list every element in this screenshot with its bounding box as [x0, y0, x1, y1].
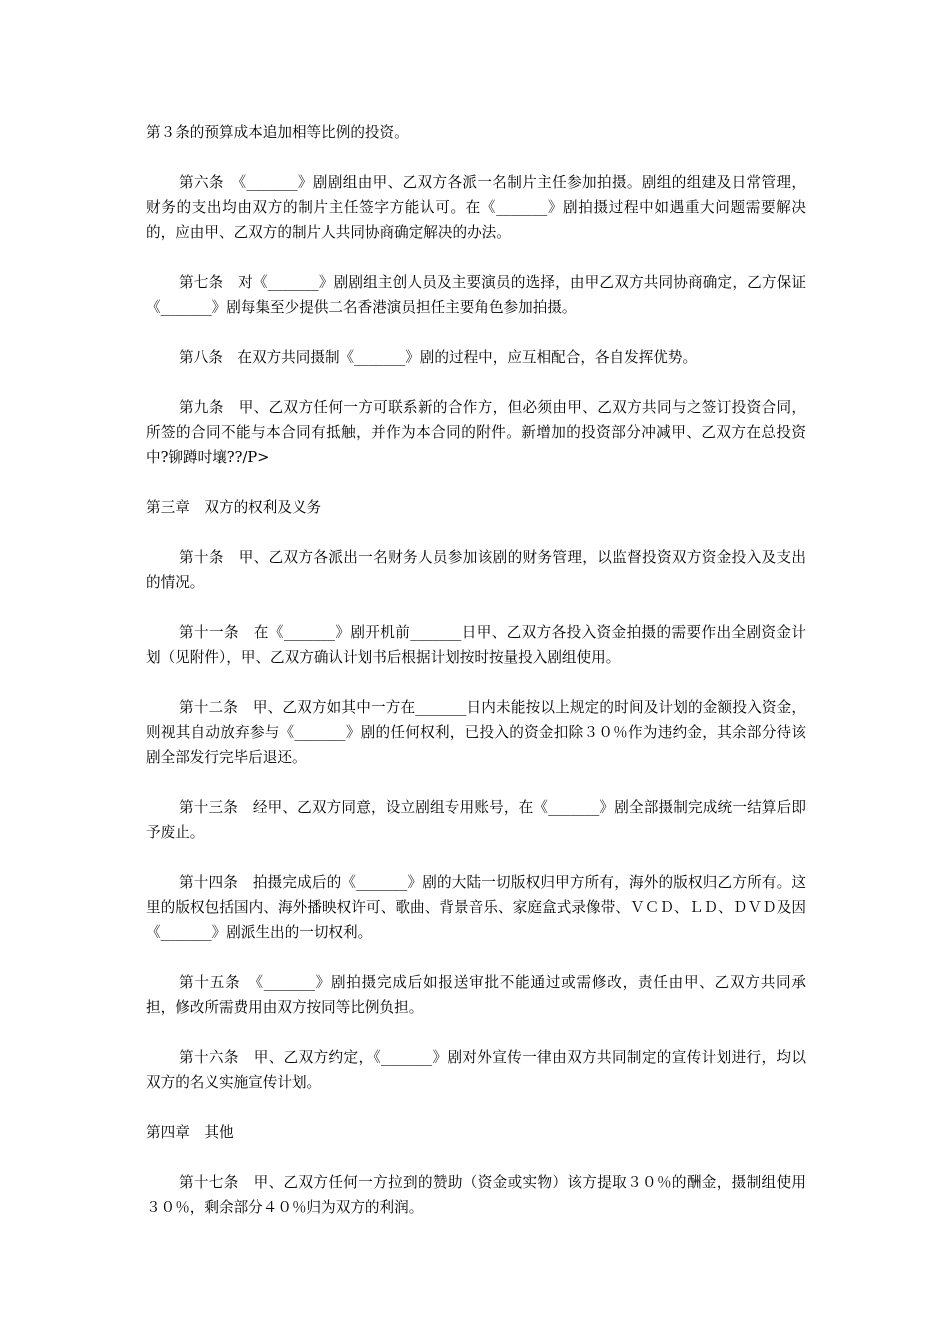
paragraph-investment-continuation: 第３条的预算成本追加相等比例的投资。: [146, 124, 409, 141]
article-16: 第十六条 甲、乙双方约定，《_______》剧对外宣传一律由双方共同制定的宣传计划进行，均以双方的名义实施宣传计划。: [146, 1049, 806, 1091]
article-17: 第十七条 甲、乙双方任何一方拉到的赞助（资金或实物）该方提取３０％的酬金，摄制组使用３０％，剩余部分４０％归为双方的利润。: [146, 1174, 806, 1216]
article-10: 第十条 甲、乙双方各派出一名财务人员参加该剧的财务管理，以监督投资双方资金投入及支出的情况。: [146, 549, 806, 591]
article-6: 第六条 《_______》剧剧组由甲、乙双方各派一名制片主任参加拍摄。剧组的组建及日常管理，财务的支出均由双方的制片主任签字方能认可。在《_______》剧拍摄过程中如遇重大问题需要解决的，应由甲、乙双方的制片人共同协商确定解决的办法。: [146, 174, 806, 241]
article-8: 第八条 在双方共同摄制《_______》剧的过程中，应互相配合，各自发挥优势。: [179, 349, 698, 366]
article-9: 第九条 甲、乙双方任何一方可联系新的合作方，但必须由甲、乙双方共同与之签订投资合同，所签的合同不能与本合同有抵触，并作为本合同的附件。新增加的投资部分冲减甲、乙双方在总投资中?铆蹲吋壤??/P>: [146, 399, 806, 466]
article-15: 第十五条 《_______》剧拍摄完成后如报送审批不能通过或需修改，责任由甲、乙双方共同承担，修改所需费用由双方按同等比例负担。: [146, 974, 806, 1016]
document-page: [146, 120, 806, 1245]
chapter-4-heading: 第四章 其他: [146, 1124, 234, 1141]
article-12: 第十二条 甲、乙双方如其中一方在_______日内未能按以上规定的时间及计划的金额投入资金，则视其自动放弃参与《_______》剧的任何权利，已投入的资金扣除３０％作为违约金，其余部分待该剧全部发行完毕后退还。: [146, 699, 806, 766]
article-13: 第十三条 经甲、乙双方同意，设立剧组专用账号，在《_______》剧全部摄制完成统一结算后即予废止。: [146, 799, 806, 841]
article-14: 第十四条 拍摄完成后的《_______》剧的大陆一切版权归甲方所有，海外的版权归乙方所有。这里的版权包括国内、海外播映权许可、歌曲、背景音乐、家庭盒式录像带、ＶＣＤ、ＬＤ、ＤＶＤ及因《_______》剧派生出的一切权利。: [146, 874, 806, 941]
article-7: 第七条 对《_______》剧剧组主创人员及主要演员的选择，由甲乙双方共同协商确定，乙方保证《_______》剧每集至少提供二名香港演员担任主要角色参加拍摄。: [146, 274, 806, 316]
article-11: 第十一条 在《_______》剧开机前_______日甲、乙双方各投入资金拍摄的需要作出全剧资金计划（见附件），甲、乙双方确认计划书后根据计划按时按量投入剧组使用。: [146, 624, 806, 666]
chapter-3-heading: 第三章 双方的权利及义务: [146, 499, 322, 516]
